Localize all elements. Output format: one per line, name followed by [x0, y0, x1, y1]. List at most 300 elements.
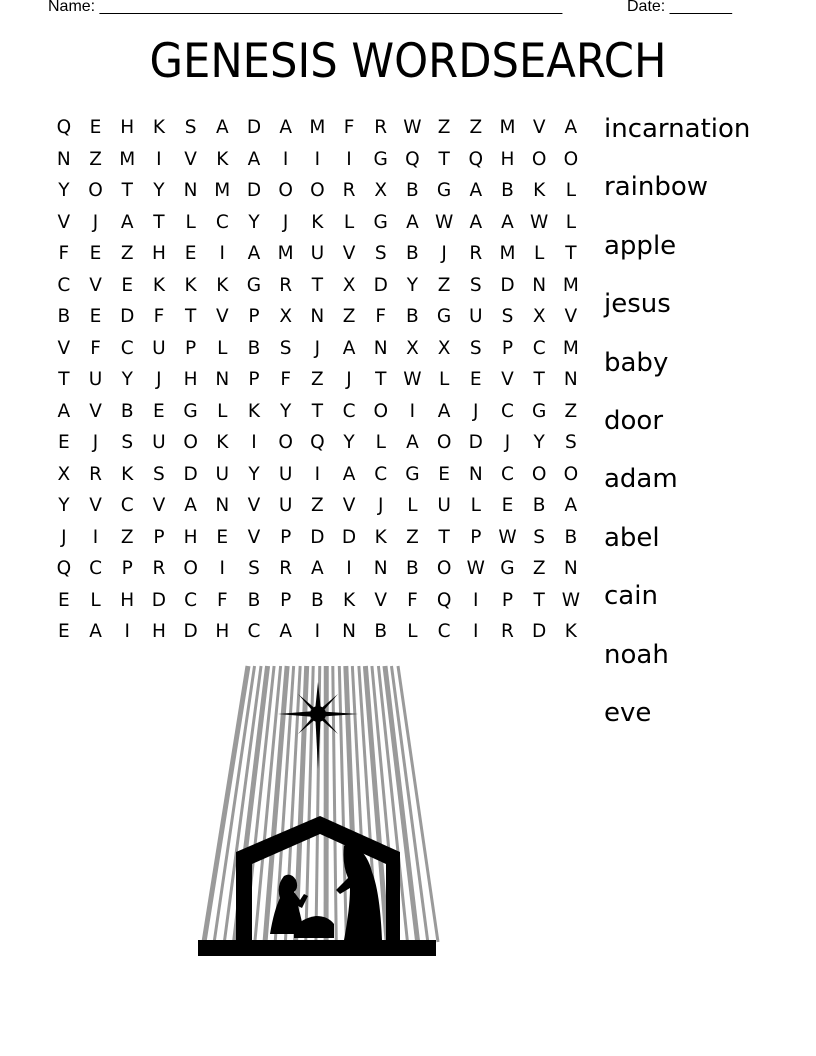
- grid-letter: K: [342, 589, 356, 611]
- grid-letter: O: [183, 432, 198, 453]
- word-list-item: noah: [604, 639, 669, 670]
- grid-letter: J: [282, 211, 289, 233]
- grid-letter: A: [57, 400, 71, 422]
- grid-letter: U: [88, 369, 103, 390]
- grid-letter: H: [500, 148, 515, 170]
- grid-letter: B: [532, 495, 546, 516]
- grid-letter: K: [311, 211, 324, 233]
- grid-letter: K: [152, 117, 165, 138]
- grid-letter: A: [279, 117, 292, 138]
- grid-letter: K: [216, 148, 229, 170]
- grid-letter: M: [277, 243, 294, 264]
- grid-letter: M: [309, 117, 326, 138]
- grid-letter: P: [470, 526, 482, 548]
- grid-letter: F: [375, 306, 387, 327]
- grid-letter: F: [216, 589, 228, 611]
- grid-letter: N: [310, 306, 325, 327]
- grid-letter: L: [217, 400, 228, 422]
- grid-letter: G: [436, 306, 452, 327]
- grid-letter: W: [434, 211, 454, 233]
- grid-letter: N: [373, 337, 388, 359]
- grid-letter: E: [184, 243, 197, 264]
- grid-letter: S: [501, 306, 514, 327]
- grid-letter: R: [152, 558, 166, 579]
- grid-letter: G: [373, 211, 388, 233]
- grid-letter: T: [375, 369, 387, 390]
- grid-letter: T: [153, 211, 165, 233]
- grid-letter: X: [279, 306, 292, 327]
- grid-letter: I: [314, 463, 321, 485]
- grid-letter: C: [437, 621, 451, 642]
- grid-letter: U: [278, 495, 293, 516]
- grid-letter: W: [403, 369, 422, 390]
- name-field-label: Name: ____________________________________________________: [48, 0, 563, 15]
- grid-letter: M: [499, 243, 516, 264]
- grid-letter: L: [217, 337, 228, 359]
- grid-letter: E: [121, 274, 134, 296]
- grid-letter: Z: [311, 369, 324, 390]
- grid-letter: I: [346, 558, 352, 579]
- grid-letter: D: [151, 589, 167, 611]
- grid-letter: W: [403, 117, 422, 138]
- grid-letter: E: [57, 589, 70, 611]
- grid-row: [48, 112, 587, 144]
- grid-letter: V: [247, 526, 261, 548]
- grid-letter: A: [564, 117, 578, 138]
- grid-letter: T: [58, 369, 70, 390]
- grid-letter: U: [310, 243, 325, 264]
- grid-letter: E: [57, 432, 70, 453]
- grid-letter: E: [438, 463, 450, 485]
- grid-letter: W: [466, 558, 485, 579]
- grid-letter: A: [215, 117, 229, 138]
- grid-letter: K: [216, 274, 229, 296]
- grid-letter: Q: [310, 432, 325, 453]
- grid-letter: B: [120, 400, 134, 422]
- grid-letter: I: [124, 621, 130, 642]
- grid-letter: C: [89, 558, 102, 579]
- grid-letter: G: [373, 148, 388, 170]
- grid-letter: V: [57, 211, 71, 233]
- grid-letter: R: [279, 558, 293, 579]
- grid-letter: E: [216, 526, 229, 548]
- grid-letter: Y: [533, 432, 545, 453]
- grid-letter: A: [247, 243, 261, 264]
- grid-letter: N: [563, 369, 578, 390]
- grid-letter: I: [92, 526, 99, 548]
- grid-letter: S: [184, 117, 197, 138]
- grid-letter: V: [57, 337, 71, 359]
- grid-letter: L: [375, 432, 386, 453]
- grid-letter: Q: [56, 558, 72, 579]
- grid-letter: E: [469, 369, 482, 390]
- grid-letter: S: [279, 337, 292, 359]
- grid-letter: Q: [56, 117, 72, 138]
- grid-letter: I: [219, 243, 226, 264]
- grid-row: [48, 522, 587, 554]
- grid-letter: O: [278, 180, 293, 201]
- grid-letter: F: [280, 369, 291, 390]
- grid-letter: Y: [406, 274, 419, 296]
- grid-letter: W: [498, 526, 517, 548]
- grid-letter: U: [215, 463, 230, 485]
- grid-letter: U: [152, 432, 166, 453]
- grid-letter: B: [374, 621, 388, 642]
- grid-letter: P: [185, 337, 197, 359]
- grid-letter: A: [437, 400, 451, 422]
- grid-letter: R: [374, 117, 388, 138]
- grid-row: [48, 427, 587, 459]
- grid-letter: E: [89, 243, 102, 264]
- grid-letter: R: [469, 243, 483, 264]
- grid-letter: M: [562, 337, 579, 359]
- date-field-label: Date: _______: [627, 0, 732, 15]
- grid-letter: U: [437, 495, 451, 516]
- grid-letter: P: [248, 369, 260, 390]
- grid-letter: C: [501, 463, 514, 485]
- grid-letter: G: [183, 400, 198, 422]
- grid-letter: A: [406, 432, 419, 453]
- grid-letter: D: [468, 432, 483, 453]
- grid-letter: Y: [248, 463, 260, 485]
- grid-letter: S: [469, 274, 482, 296]
- grid-letter: Y: [153, 180, 165, 201]
- grid-letter: B: [501, 180, 514, 201]
- grid-letter: M: [119, 148, 136, 170]
- grid-row: [48, 270, 587, 302]
- grid-row: [48, 207, 587, 239]
- word-list: [604, 111, 750, 753]
- grid-row: [48, 238, 587, 270]
- grid-letter: Y: [343, 432, 355, 453]
- grid-letter: X: [532, 306, 546, 327]
- grid-row: [48, 333, 587, 365]
- grid-letter: H: [151, 621, 166, 642]
- grid-letter: L: [534, 243, 545, 264]
- grid-letter: O: [531, 463, 547, 485]
- grid-letter: B: [406, 180, 419, 201]
- grid-letter: M: [499, 117, 516, 138]
- grid-letter: P: [501, 337, 514, 359]
- grid-letter: C: [184, 589, 198, 611]
- grid-letter: K: [374, 526, 387, 548]
- grid-letter: L: [90, 589, 101, 611]
- grid-letter: J: [504, 432, 511, 453]
- grid-letter: F: [90, 337, 101, 359]
- grid-letter: T: [438, 148, 450, 170]
- grid-letter: N: [56, 148, 71, 170]
- grid-letter: Z: [406, 526, 419, 548]
- grid-letter: V: [184, 148, 197, 170]
- grid-letter: Z: [120, 243, 134, 264]
- grid-row: [48, 585, 587, 617]
- grid-letter: A: [247, 148, 261, 170]
- grid-letter: M: [562, 274, 579, 296]
- grid-letter: Q: [468, 148, 484, 170]
- word-list-item: rainbow: [604, 172, 708, 203]
- grid-letter: N: [215, 495, 230, 516]
- grid-letter: K: [152, 274, 165, 296]
- grid-letter: D: [246, 180, 262, 201]
- grid-letter: N: [532, 274, 547, 296]
- grid-letter: E: [89, 117, 102, 138]
- grid-letter: H: [183, 526, 198, 548]
- grid-letter: T: [533, 589, 545, 611]
- grid-letter: B: [406, 306, 419, 327]
- grid-letter: N: [563, 558, 578, 579]
- grid-letter: I: [409, 400, 416, 422]
- grid-letter: D: [183, 463, 198, 485]
- grid-letter: A: [342, 463, 356, 485]
- grid-letter: T: [533, 369, 545, 390]
- grid-letter: F: [407, 589, 418, 611]
- grid-letter: Q: [405, 148, 420, 170]
- grid-letter: P: [280, 589, 292, 611]
- grid-letter: I: [282, 148, 289, 170]
- grid-letter: G: [436, 180, 452, 201]
- grid-letter: A: [279, 621, 292, 642]
- grid-letter: A: [564, 495, 578, 516]
- grid-letter: J: [441, 243, 447, 264]
- grid-letter: U: [152, 337, 166, 359]
- grid-letter: I: [473, 589, 479, 611]
- word-list-item: eve: [604, 697, 652, 728]
- grid-letter: C: [532, 337, 546, 359]
- grid-letter: K: [564, 621, 577, 642]
- grid-letter: C: [120, 495, 134, 516]
- grid-letter: Y: [58, 495, 70, 516]
- grid-letter: L: [565, 180, 576, 201]
- grid-letter: O: [373, 400, 388, 422]
- grid-letter: Z: [532, 558, 546, 579]
- grid-letter: G: [246, 274, 262, 296]
- grid-letter: Z: [311, 495, 324, 516]
- grid-letter: T: [565, 243, 577, 264]
- grid-letter: C: [501, 400, 514, 422]
- grid-letter: V: [89, 274, 102, 296]
- grid-letter: I: [314, 148, 321, 170]
- grid-letter: S: [121, 432, 134, 453]
- grid-letter: Z: [469, 117, 483, 138]
- grid-letter: N: [183, 180, 198, 201]
- grid-letter: I: [473, 621, 479, 642]
- grid-letter: V: [374, 589, 388, 611]
- grid-letter: A: [120, 211, 134, 233]
- grid-letter: H: [215, 621, 230, 642]
- grid-letter: A: [342, 337, 356, 359]
- grid-row: [48, 144, 587, 176]
- grid-letter: G: [405, 463, 420, 485]
- grid-row: [48, 396, 587, 428]
- grid-letter: K: [184, 274, 197, 296]
- word-list-item: door: [604, 405, 664, 436]
- grid-letter: C: [120, 337, 134, 359]
- grid-letter: O: [563, 148, 579, 170]
- grid-letter: J: [314, 337, 321, 359]
- grid-letter: F: [153, 306, 165, 327]
- grid-letter: Z: [437, 274, 451, 296]
- grid-letter: K: [247, 400, 261, 422]
- grid-letter: A: [469, 180, 483, 201]
- grid-letter: E: [153, 400, 165, 422]
- grid-letter: H: [120, 589, 135, 611]
- grid-letter: M: [214, 180, 231, 201]
- grid-letter: J: [473, 400, 479, 422]
- grid-letter: T: [121, 180, 133, 201]
- grid-letter: O: [531, 148, 547, 170]
- grid-letter: X: [374, 180, 388, 201]
- grid-letter: J: [61, 526, 67, 548]
- word-list-item: incarnation: [604, 114, 751, 144]
- grid-letter: O: [436, 558, 452, 579]
- grid-letter: T: [311, 400, 323, 422]
- grid-letter: O: [310, 180, 325, 201]
- grid-letter: K: [533, 180, 546, 201]
- grid-letter: Z: [564, 400, 578, 422]
- grid-letter: V: [89, 495, 102, 516]
- grid-letter: J: [346, 369, 352, 390]
- grid-letter: E: [89, 306, 102, 327]
- grid-letter: X: [437, 337, 451, 359]
- grid-letter: D: [500, 274, 515, 296]
- grid-letter: V: [89, 400, 102, 422]
- grid-letter: S: [153, 463, 165, 485]
- grid-letter: V: [501, 369, 514, 390]
- light-ray: [333, 666, 336, 942]
- grid-letter: K: [216, 432, 229, 453]
- grid-letter: A: [406, 211, 419, 233]
- grid-letter: B: [57, 306, 71, 327]
- grid-letter: N: [373, 558, 388, 579]
- grid-letter: N: [215, 369, 230, 390]
- grid-row: [48, 459, 587, 491]
- grid-letter: B: [247, 337, 261, 359]
- grid-letter: P: [153, 526, 165, 548]
- grid-letter: L: [343, 211, 355, 233]
- grid-letter: O: [436, 432, 452, 453]
- grid-letter: U: [469, 306, 483, 327]
- grid-letter: B: [310, 589, 324, 611]
- grid-letter: J: [92, 211, 99, 233]
- grid-letter: V: [342, 243, 356, 264]
- word-list-item: jesus: [604, 289, 671, 320]
- letter-grid: [48, 112, 587, 648]
- grid-letter: V: [215, 306, 229, 327]
- grid-row: [48, 364, 587, 396]
- grid-letter: Y: [248, 211, 260, 233]
- grid-letter: F: [343, 117, 355, 138]
- grid-letter: A: [501, 211, 514, 233]
- grid-letter: Y: [121, 369, 133, 390]
- grid-letter: Q: [436, 589, 452, 611]
- grid-letter: R: [342, 180, 356, 201]
- grid-letter: Y: [280, 400, 292, 422]
- grid-letter: E: [501, 495, 514, 516]
- grid-letter: S: [564, 432, 577, 453]
- grid-letter: S: [248, 558, 260, 579]
- grid-letter: R: [89, 463, 102, 485]
- grid-letter: P: [121, 558, 133, 579]
- grid-letter: Z: [120, 526, 134, 548]
- grid-letter: D: [310, 526, 325, 548]
- grid-letter: H: [120, 117, 135, 138]
- grid-letter: A: [89, 621, 102, 642]
- grid-letter: G: [500, 558, 515, 579]
- grid-letter: L: [470, 495, 481, 516]
- grid-letter: Z: [437, 117, 451, 138]
- grid-letter: X: [57, 463, 71, 485]
- grid-letter: D: [341, 526, 357, 548]
- grid-row: [48, 175, 587, 207]
- grid-letter: X: [406, 337, 419, 359]
- grid-letter: I: [251, 432, 257, 453]
- grid-letter: J: [92, 432, 99, 453]
- grid-letter: A: [184, 495, 197, 516]
- grid-letter: E: [57, 621, 70, 642]
- grid-letter: B: [406, 243, 419, 264]
- grid-letter: Z: [342, 306, 356, 327]
- grid-letter: C: [374, 463, 388, 485]
- page-title: GENESIS WORDSEARCH: [149, 34, 667, 89]
- grid-letter: I: [156, 148, 162, 170]
- grid-row: [48, 490, 587, 522]
- grid-letter: B: [564, 526, 578, 548]
- grid-letter: C: [342, 400, 356, 422]
- nativity-scene-icon: [196, 664, 446, 964]
- grid-letter: D: [120, 306, 135, 327]
- word-list-item: abel: [604, 522, 660, 553]
- grid-letter: R: [501, 621, 514, 642]
- grid-letter: C: [215, 211, 229, 233]
- grid-letter: U: [278, 463, 293, 485]
- grid-letter: V: [152, 495, 166, 516]
- grid-letter: N: [468, 463, 483, 485]
- grid-row: [48, 301, 587, 333]
- grid-letter: P: [501, 589, 514, 611]
- grid-letter: S: [469, 337, 482, 359]
- grid-letter: I: [219, 558, 226, 579]
- grid-letter: B: [247, 589, 261, 611]
- grid-letter: O: [88, 180, 103, 201]
- grid-letter: L: [407, 495, 418, 516]
- grid-letter: P: [280, 526, 292, 548]
- grid-letter: D: [183, 621, 198, 642]
- grid-letter: D: [373, 274, 388, 296]
- grid-letter: A: [311, 558, 324, 579]
- grid-letter: K: [121, 463, 134, 485]
- grid-letter: O: [563, 463, 579, 485]
- grid-letter: O: [183, 558, 198, 579]
- grid-letter: V: [247, 495, 261, 516]
- grid-letter: W: [530, 211, 549, 233]
- grid-letter: T: [438, 526, 450, 548]
- grid-letter: F: [58, 243, 70, 264]
- nativity-illustration: [196, 664, 446, 968]
- grid-letter: C: [57, 274, 71, 296]
- grid-letter: T: [311, 274, 323, 296]
- grid-letter: I: [314, 621, 321, 642]
- word-list-item: adam: [604, 464, 678, 495]
- grid-letter: X: [342, 274, 356, 296]
- grid-letter: Z: [89, 148, 102, 170]
- word-list-item: baby: [604, 347, 669, 378]
- grid-letter: G: [531, 400, 547, 422]
- grid-letter: N: [342, 621, 356, 642]
- grid-letter: L: [565, 211, 576, 233]
- grid-row: [48, 553, 587, 585]
- grid-letter: D: [532, 621, 547, 642]
- grid-letter: S: [533, 526, 546, 548]
